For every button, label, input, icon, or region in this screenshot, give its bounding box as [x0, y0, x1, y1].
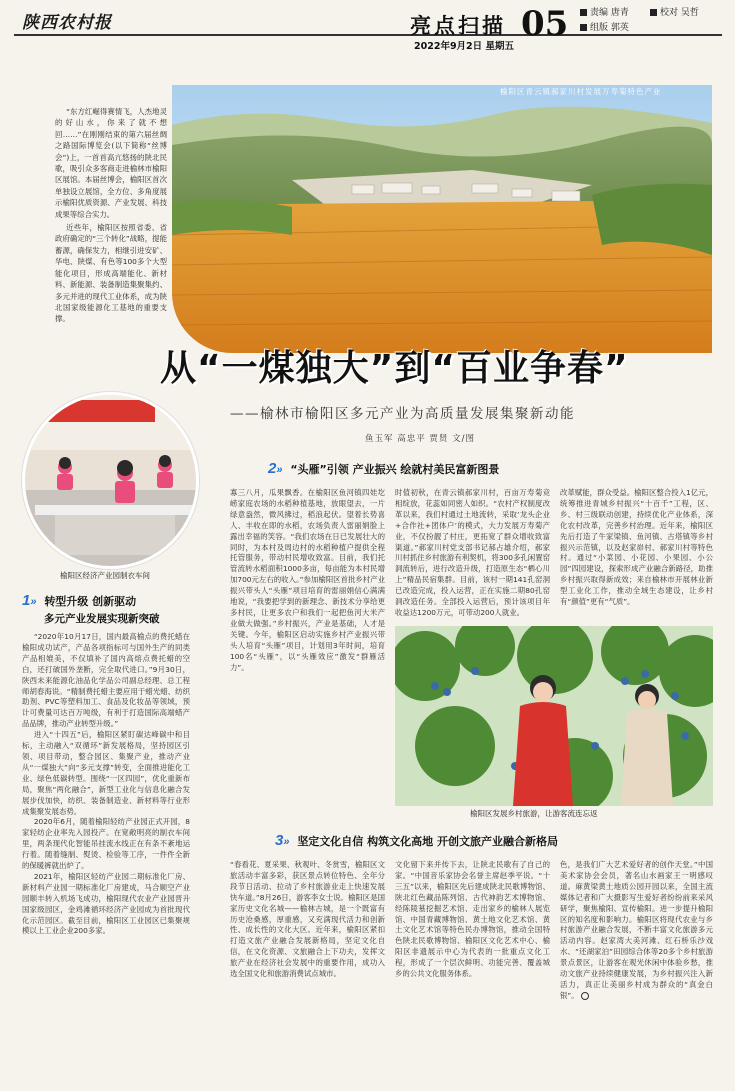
byline: 鱼玉军 高忠平 贾贤 文/图	[365, 434, 475, 444]
section1-paragraph: “2020年10月17日，国内最高榆点的费托蜡在榆阳成功试产，产品各项指标可与国外生产的同类产品相媲美，不仅填补了国内高熔点费托蜡的空白，还打破国外垄断，完全取代进口。”9月30日，陕西未来能源化油品化学品公司副总经理、总工程师胡春海说。“精制费托蜡主要应用于蜡光蜡、纺织助剂、PVC等塑料加工、食品及化妆品等领域，预计可费量可达百万吨级，有利于打造国际高端蜡产品品牌，推动产业转型升级。”	[22, 632, 190, 729]
section2-column-3: 改革赋能，群众受益。榆阳区整合投入1亿元，统筹推进青城乡村振兴“十百千”工程，区、乡、村三级联动创建，持续优化产业体系，深化农村改革，完善乡村治理。近年来，榆阳区先后打造了牛家梁镇、鱼河镇、古塔镇等乡村振兴示范镇，以及赵家峁村、郝家川村等特色村。通过“小菜园、小花园、小果园、小公园”四园建设，探索形成产业融合新路径，助推乡村振兴取得新成效；来自榆林市开展林业新型工业化工作，推动全域生态建设，让乡村有“颜值”更有“气质”。	[560, 488, 713, 607]
section3-number: 3»	[275, 832, 290, 849]
credit-layout: 组版 郭英	[580, 20, 629, 33]
section2-title: “头雁”引领 产业振兴 绘就村美民富新图景	[290, 463, 500, 476]
section3-heading	[275, 832, 558, 849]
section1-number: 1»	[22, 592, 37, 609]
top-photo-marigold-field	[172, 85, 712, 353]
intro-paragraph: 近些年，榆阳区按照省委、省政府确定的“三个转化”战略，提能蓄源，确保发力，相继引进安矿、华电、陕煤、有色等100多个大型能化项目，形成高端能化、新材料、新能源、装备制造集聚集约、多元并进的现代工业体系，成为陕北国家级能源化工基地的重要支撑。	[55, 223, 167, 324]
page-number: 05	[521, 4, 569, 44]
section3-column-1: “春看花、夏采果、秋观叶、冬赏雪，榆阳区文旅活动丰富多彩，获区景点转位特色、全年分段节日活动、拉动了乡村旅游业走上快速发展快车道。”8月26日，游客李女士说。榆阳区是国家历史文化名城——榆林古城，是一个既富有历史沧桑感，厚重感，又充满现代活力和创新性、成长性的文化大区。近年来，榆阳区紧扣打造文旅产业融合发展新格局，坚定文化自信，在文化资源、文旅融合上下功夫，发挥文旅产业在经济社会发展中的重要作用，成功入选全国文化和旅游消费试点城市。	[230, 860, 385, 979]
section3-column-3	[560, 860, 713, 1078]
section-title: 亮点扫描	[410, 13, 506, 38]
top-photo-caption: 榆阳区青云镇郝家川村发展万寿菊特色产业	[500, 87, 662, 96]
section1-paragraph: 进入“十四五”后，榆阳区紧盯碳达峰碳中和目标，主动融入“双循环”新发展格局，坚持园区引领、项目带动，整合园区、集聚产业，推动产业从“一煤独大”向“多元支撑”转变，全面推进能化工业、绿色低碳转型。围绕“一区四园”，优化重新布局，聚焦“两化融合”，新型工业化与信息化融合发展步伐加快，纺织、装备制造业、新材料等行业形成集聚发展态势。	[22, 730, 190, 816]
section3-column-3-text: 色，是我们广大艺术爱好者的创作天堂。”中国美术家协会会员，著名山水画家王一明感叹道。麻黄梁黄土地质公园开园以来，全国主流媒体记者和广大摄影写生爱好者纷纷前来采风研学，聚焦榆阳、宣传榆阳。进一步提升榆阳区的知名度和影响力。榆阳区将现代农业与乡村旅游产业融合发展，不断丰富文化旅游多元活动内容。赵家湾大美河滩、红石桥乐沙戏水、“还湖家泊”田园综合体等20多个乡村旅游景点景区，让游客在观光休闲中体验乡愁，推动文旅产业持续健康发展，为乡村振兴注入新活力，真正让美丽乡村成为群众的“真金白银”。	[560, 860, 713, 1000]
headline: 从“一煤独大”到“百业争春”	[160, 348, 629, 389]
end-mark-icon	[581, 992, 589, 1000]
section2-column-1: 寡三八月，瓜果飘香。在榆阳区鱼河镇四娃圪崂家庭农场的水稻种植基地，放眼望去，一片绿意盎然，微风拂过，稻浪起伏。望着长势喜人、丰收在即的水稻，农场负责人雷丽娟脸上露出幸福的笑容。“我们农场在日已发展壮大的同时，为本村及周边村的水稻种植户提供全程托管服务，带动村民增收致富。目前，我们托管流转水稻面积1000多亩，每亩能为本村民增加700元左右的收入。”参加榆阳区首批乡村产业振兴带头人“头雁”项目培育的雷丽娟信心满满地说，“我要把学到的新理念、新技术分享给更多村民，让更多农户和我们一起把鱼河大米产业做大做强。”乡村振兴，产业是基础，人才是关键。今年，榆阳区启动实施乡村产业振兴带头人培育“头雁”项目，计划用3年时间，培育100名“头雁”，以“头雁效应”激发“群雁活力”。	[230, 488, 385, 672]
section2-column-2: 时值初秋，在青云镇郝家川村，百亩万寿菊竞相绽放，花蕊如同密人如织。“农村产权制度改革以来，我们村通过土地流转，采取‘龙头企业+合作社+团体户’的模式，大力发展万寿菊产业，不仅扮靓了村庄，更拓宽了群众增收致富渠道。”郝家川村党支部书记郝占雄介绍，郝家川村抓住乡村旅游有利契机，将300多孔闲置窑洞流转后，进行改造升级，打造原生态“栖心川上”精品民宿集群。目前，该村一期141孔窑洞已改造完成，投入运营，正在实施二期80孔窑洞改造任务。全部投入运营后，预计该项目年收益达1200万元，可带动200人就业。	[395, 488, 550, 617]
mid-photo-orchard	[395, 626, 713, 806]
section1-heading	[22, 592, 136, 609]
intro-paragraph: “东方红崛得赛情飞，人杰地灵的好山水，你来了就不想回……”在刚刚结束的第六届丝绸之路国际博览会(以下简称“丝博会”)上，一首首高亢悠扬的陕北民歌，吸引众多客商走进榆林市榆阳区展馆。本届丝博会，榆阳区首次单独设立展馆，全方位、多角度展示榆阳优质资源、产业发展、科技成果等综合实力。	[55, 107, 167, 219]
credit-proofreader: 校对 吴哲	[650, 5, 699, 18]
section2-number: 2»	[268, 460, 283, 477]
circle-photo-workshop	[22, 392, 199, 569]
section1-title: 转型升级 创新驱动	[44, 595, 137, 608]
masthead-logo: 陕西农村报	[22, 13, 112, 33]
circle-photo-caption: 榆阳区经济产业园制衣车间	[60, 571, 150, 580]
section2-heading	[268, 460, 499, 477]
section1-body	[22, 632, 190, 1078]
section1-paragraph: 2020年6月，随着榆阳轻纺产业园正式开园，8家轻纺企业率先入园投产。在宽敞明亮的制衣车间里，两条现代化智能吊挂流水线正在有条不紊地运行着。随着缝制、熨烫、检验等工序，一件件全新的保暖裤就出炉了。	[22, 817, 190, 871]
credit-editor: 责编 唐青	[580, 5, 629, 18]
mid-photo-caption: 榆阳区发展乡村旅游，让游客流连忘返	[470, 809, 598, 818]
section3-title: 坚定文化自信 构筑文化高地 开创文旅产业融合新格局	[297, 835, 558, 848]
section3-column-2: 文化留下来并传下去，让陕北民歌有了自己的家。“中国音乐家协会名誉主席赵季平说。“十三五”以来，榆阳区先后建成陕北民歌博物馆、陕北红色藏品陈列馆、古代神韵艺术博物馆、经陈陵墓挖掘艺术馆、走出家乡的榆林人展览馆、中国青藏博物馆、黄土地文化艺术馆、黄土文化艺术馆等特色民办博物馆，推动全国特色陕北民歌博物馆、榆阳区文化艺术中心、榆阳区非遗展示中心为代表的一批重点文化工程，形成了一个层次鲜明、功能完善、覆盖城乡的公共文化服务体系。	[395, 860, 550, 979]
section1-paragraph: 2021年，榆阳区轻纺产业园二期标准化厂房、新材料产业园一期标准化厂房建成，马合顺空产业园顺丰转入机场飞成功，榆阳现代农业产业园晋升国家级园区，金鸡滩循环经济产业园成为首批现代化示范园区。截至目前，榆阳区工业园区已集聚规模以上工业企业200多家。	[22, 871, 190, 936]
subheadline: ——榆林市榆阳区多元产业为高质量发展集聚新动能	[230, 406, 575, 422]
issue-date: 2022年9月2日 星期五	[414, 41, 514, 52]
intro-text	[55, 106, 167, 327]
header-rule	[14, 34, 722, 36]
section1-subtitle: 多元产业发展实现新突破	[44, 613, 160, 625]
